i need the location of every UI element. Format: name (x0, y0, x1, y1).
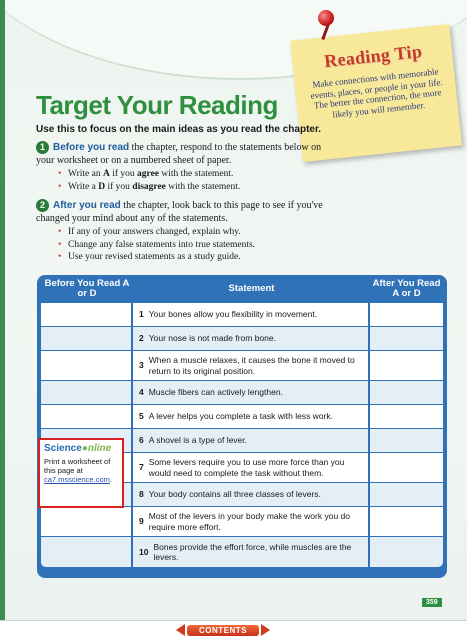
science-online-box (38, 438, 124, 508)
after-answer-cell[interactable] (370, 405, 443, 428)
before-answer-cell[interactable] (41, 303, 133, 326)
statement-cell: 10 Bones provide the effort force, while muscles are the levers. (133, 537, 370, 567)
statement-cell: 1 Your bones allow you flexibility in movement. (133, 303, 370, 326)
table-row (41, 537, 443, 567)
table-row (41, 351, 443, 381)
page-title: Target Your Reading (36, 90, 278, 120)
before-answer-cell[interactable] (41, 351, 133, 380)
page-number: 359 (422, 598, 442, 607)
after-answer-cell[interactable] (370, 381, 443, 404)
science-online-text: Print a worksheet of this page at ca7.msscience.com. (44, 457, 112, 484)
after-answer-cell[interactable] (370, 507, 443, 536)
after-answer-cell[interactable] (370, 483, 443, 506)
before-answer-cell[interactable] (41, 327, 133, 350)
after-answer-cell[interactable] (370, 453, 443, 482)
step-number-badge: 2 (36, 199, 49, 212)
bullet-item: • Write an A if you agree with the statement. (58, 168, 326, 181)
table-row (41, 507, 443, 537)
header-before: Before You Read A or D (44, 278, 130, 299)
table-row (41, 303, 443, 327)
table-row (41, 327, 443, 351)
statement-cell: 2 Your nose is not made from bone. (133, 327, 370, 350)
page-edge-stripe (0, 0, 5, 620)
step-number-badge: 1 (36, 141, 49, 154)
page-subtitle: Use this to focus on the main ideas as you read the chapter. (36, 124, 322, 135)
after-answer-cell[interactable] (370, 303, 443, 326)
bullet-item: • Write a D if you disagree with the statement. (58, 181, 326, 194)
previous-page-arrow-icon[interactable] (176, 624, 185, 636)
statement-cell: 6 A shovel is a type of lever. (133, 429, 370, 452)
statement-cell: 9 Most of the levers in your body make the work you do require more effort. (133, 507, 370, 536)
table-row (41, 381, 443, 405)
after-answer-cell[interactable] (370, 327, 443, 350)
header-after: After You Read A or D (372, 278, 441, 299)
pushpin-icon (318, 10, 334, 26)
step-body: the chapter, respond to the statements below on your worksheet or on a numbered sheet of paper. (36, 142, 322, 166)
step-heading: After you read (53, 200, 121, 211)
step-before (36, 141, 326, 193)
before-answer-cell[interactable] (41, 507, 133, 536)
step-body: the chapter, look back to this page to see if you've changed your mind about any of the statements. (36, 200, 323, 224)
reading-tip-text: Make connections with memorable events, places, or people in your life. The better the connection, the more likely you will remember. (310, 66, 444, 120)
statements-table (37, 275, 447, 578)
statement-cell: 5 A lever helps you complete a task with less work. (133, 405, 370, 428)
header-statement: Statement (228, 283, 275, 294)
before-answer-cell[interactable] (41, 537, 133, 567)
after-answer-cell[interactable] (370, 351, 443, 380)
bullet-item: • Use your revised statements as a study guide. (58, 251, 326, 264)
worksheet-link[interactable]: ca7.msscience.com (44, 475, 110, 484)
statement-cell: 4 Muscle fibers can actively lengthen. (133, 381, 370, 404)
before-answer-cell[interactable] (41, 381, 133, 404)
statement-cell: 3 When a muscle relaxes, it causes the bone it moved to return to its original position. (133, 351, 370, 380)
after-answer-cell[interactable] (370, 537, 443, 567)
next-page-arrow-icon[interactable] (261, 624, 270, 636)
before-answer-cell[interactable] (41, 405, 133, 428)
step-heading: Before you read (53, 142, 130, 153)
statement-cell: 8 Your body contains all three classes of levers. (133, 483, 370, 506)
reading-tip-title: Reading Tip (323, 41, 423, 72)
contents-button[interactable]: CONTENTS (187, 625, 259, 636)
step-bullets (36, 226, 326, 264)
table-body (41, 303, 443, 567)
step-bullets (36, 168, 326, 193)
bullet-item: • If any of your answers changed, explain why. (58, 226, 326, 239)
step-after (36, 199, 326, 264)
table-header (41, 275, 443, 303)
statement-cell: 7 Some levers require you to use more force than you would need to complete the task without them. (133, 453, 370, 482)
table-row (41, 405, 443, 429)
after-answer-cell[interactable] (370, 429, 443, 452)
contents-nav (176, 624, 270, 636)
bullet-item: • Change any false statements into true statements. (58, 239, 326, 252)
science-online-logo: Science●nline (44, 443, 112, 454)
